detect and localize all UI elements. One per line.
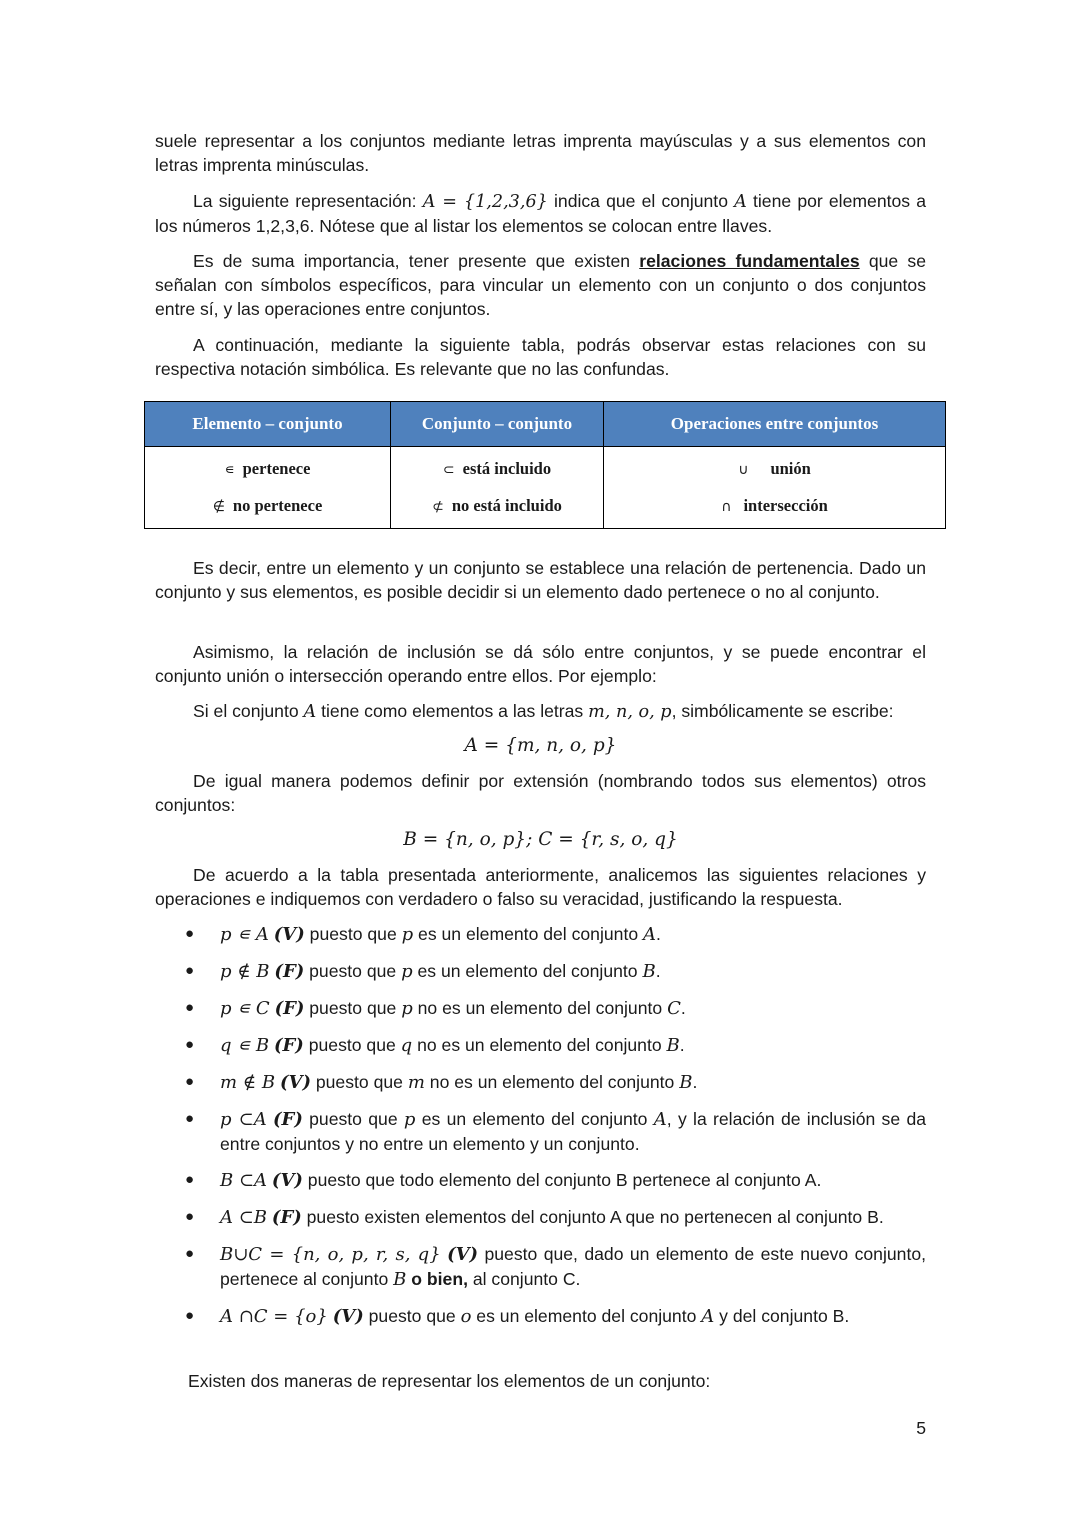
justification-end: . — [655, 961, 661, 981]
justification-text: puesto que — [304, 961, 402, 981]
paragraph-pertenencia: Es decir, entre un elemento y un conjunto se establece una relación de pertenencia. Dado un conjunto y sus elementos, es posible decidir si un elemento dado pertenece o no al conjunto. — [155, 558, 926, 602]
relations-list — [155, 922, 926, 1341]
set-symbol: B — [666, 1035, 680, 1056]
element-symbol: m — [407, 1072, 425, 1093]
bullet-icon: ● — [185, 962, 195, 979]
relations-table — [144, 401, 946, 529]
justification-end: . — [656, 924, 661, 944]
truth-value: (V) — [279, 1072, 311, 1093]
element-symbol: q — [400, 1035, 413, 1056]
justification-text: no es un elemento del conjunto — [412, 1035, 667, 1055]
element-symbol: p — [401, 961, 413, 982]
belongs-icon: ∊ — [224, 461, 235, 478]
header-elemento-conjunto: Elemento – conjunto — [145, 402, 391, 447]
table-header-row — [145, 402, 946, 447]
justification-end: . — [679, 1035, 685, 1055]
paragraph-inclusion: Asimismo, la relación de inclusión se dá sólo entre conjuntos, y se puede encontrar el conjunto unión o intersección operando entre ellos. Por ejemplo: — [155, 642, 926, 686]
truth-value: (F) — [274, 998, 305, 1019]
pertenece-line: ∊ pertenece — [224, 458, 311, 478]
set-symbol: A — [701, 1306, 715, 1327]
union-icon: ∪ — [738, 461, 749, 478]
justification-text: puesto que, dado un elemento de este nuevo conjunto, pertenece al conjunto — [220, 1244, 927, 1289]
relation-expression: p ∊ A — [220, 924, 269, 945]
justification-text: o bien, — [406, 1269, 468, 1289]
paragraph-representation: La siguiente representación: A = {1,2,3,6} indica que el conjunto A tiene por elementos a los números 1,2,3,6. Nótese que al listar los elementos se colocan entre llaves. — [155, 191, 927, 236]
justification-end: . — [692, 1072, 698, 1092]
paragraph-table-intro: A continuación, mediante la siguiente tabla, podrás observar estas relaciones con su respectiva notación simbólica. Es relevante que no las confundas. — [155, 335, 926, 379]
paragraph-intro: suele representar a los conjuntos mediante letras imprenta mayúsculas y a sus elementos con letras imprenta minúsculas. — [155, 131, 926, 175]
not-belongs-icon: ∉ — [212, 498, 225, 515]
justification-text: puesto que — [304, 924, 402, 944]
cell-conjunto-conjunto — [391, 447, 604, 529]
justification-text: puesto que — [363, 1306, 461, 1326]
list-item — [155, 1107, 926, 1156]
bullet-icon: ● — [185, 999, 195, 1016]
justification-end: y del conjunto B. — [714, 1306, 850, 1326]
element-symbol: p — [401, 924, 414, 945]
element-symbol: B — [393, 1269, 407, 1290]
table-row — [145, 447, 946, 529]
header-conjunto-conjunto: Conjunto – conjunto — [391, 402, 604, 447]
relation-expression: B ⊂A — [220, 1170, 268, 1191]
list-item — [155, 1070, 926, 1095]
paragraph-extension: De igual manera podemos definir por extensión (nombrando todos sus elementos) otros conjuntos: — [155, 771, 926, 815]
truth-value: (F) — [274, 961, 305, 982]
incluido-line: ⊂ está incluido — [442, 458, 552, 478]
cell-elemento-conjunto — [145, 447, 391, 529]
justification-text: no es un elemento del conjunto — [412, 998, 668, 1018]
justification-text: es un elemento del conjunto — [415, 1109, 654, 1129]
justification-text: puesto existen elementos del conjunto A que no pertenecen al conjunto B. — [301, 1207, 884, 1227]
justification-end: , y la relación de inclusión se da entre conjuntos y no entre un elemento y un conjunto. — [220, 1109, 927, 1154]
list-item — [155, 996, 926, 1021]
set-symbol: B — [679, 1072, 693, 1093]
truth-value: (V) — [447, 1244, 479, 1265]
justification-text: puesto que — [303, 1035, 401, 1055]
relation-expression: B∪C = {n, o, p, r, s, q} — [220, 1244, 441, 1265]
not-subset-icon: ⊄ — [432, 498, 444, 515]
bullet-icon: ● — [185, 925, 195, 942]
interseccion-line: ∩ intersección — [721, 495, 828, 515]
justification-end: . — [680, 998, 686, 1018]
bullet-icon: ● — [185, 1036, 195, 1053]
bullet-icon: ● — [185, 1208, 195, 1225]
paragraph-representation-ways: Existen dos maneras de representar los elementos de un conjunto: — [188, 1371, 711, 1391]
relation-expression: A ⊂B — [220, 1207, 268, 1228]
paragraph-analysis: De acuerdo a la tabla presentada anteriormente, analicemos las siguientes relaciones y operaciones e indiquemos con verdadero o falso su veracidad, justificando la respuesta. — [155, 865, 926, 909]
equation-sets-B-C: B = {n, o, p}; C = {r, s, o, q} — [403, 829, 678, 850]
truth-value: (V) — [273, 924, 305, 945]
paragraph-set-A: Si el conjunto A tiene como elementos a las letras m, n, o, p, simbólicamente se escribe: — [193, 701, 894, 722]
paragraph-relations: Es de suma importancia, tener presente que existen relaciones fundamentales que se señalan con símbolos específicos, para vincular un elemento con un conjunto o dos conjuntos entre sí, y las operaciones entre conjuntos. — [155, 251, 926, 319]
bullet-icon: ● — [185, 1245, 195, 1262]
header-operaciones: Operaciones entre conjuntos — [604, 402, 946, 447]
list-item — [155, 1033, 926, 1058]
subset-icon: ⊂ — [442, 461, 455, 478]
list-item — [155, 1205, 926, 1230]
relation-expression: A ∩C = {o} — [220, 1306, 328, 1327]
truth-value: (F) — [271, 1207, 302, 1228]
justification-end: al conjunto C. — [467, 1269, 581, 1289]
element-symbol: p — [403, 1109, 416, 1130]
relation-expression: q ∊ B — [220, 1035, 270, 1056]
bullet-icon: ● — [185, 1307, 195, 1324]
set-symbol: A — [653, 1109, 667, 1130]
list-item — [155, 1242, 926, 1292]
justification-text: puesto que — [304, 998, 402, 1018]
bullet-icon: ● — [185, 1110, 195, 1127]
bullet-icon: ● — [185, 1073, 195, 1090]
equation-set-A: A = {m, n, o, p} — [464, 735, 617, 756]
set-symbol: A — [643, 924, 657, 945]
truth-value: (V) — [332, 1306, 364, 1327]
set-symbol: B — [642, 961, 656, 982]
set-symbol: C — [667, 998, 681, 1019]
justification-text: es un elemento del conjunto — [471, 1306, 702, 1326]
justification-text: es un elemento del conjunto — [413, 924, 644, 944]
list-item — [155, 959, 926, 984]
element-symbol: p — [401, 998, 413, 1019]
page-number: 5 — [916, 1418, 926, 1438]
relation-expression: p ∉ B — [220, 961, 270, 982]
cell-operaciones — [604, 447, 946, 529]
no-pertenece-line: ∉ no pertenece — [212, 495, 323, 515]
relation-expression: m ∉ B — [220, 1072, 276, 1093]
relaciones-fundamentales: relaciones fundamentales — [639, 251, 860, 271]
justification-text: es un elemento del conjunto — [412, 961, 643, 981]
list-item — [155, 922, 926, 947]
list-item — [155, 1168, 926, 1193]
bullet-icon: ● — [185, 1171, 195, 1188]
truth-value: (F) — [274, 1035, 304, 1056]
no-incluido-line: ⊄ no está incluido — [432, 495, 562, 515]
justification-text: no es un elemento del conjunto — [424, 1072, 680, 1092]
relation-expression: p ∊ C — [220, 998, 270, 1019]
justification-text: puesto que — [310, 1072, 408, 1092]
justification-text: puesto que — [302, 1109, 404, 1129]
intersection-icon: ∩ — [721, 498, 732, 515]
element-symbol: o — [460, 1306, 472, 1327]
truth-value: (V) — [271, 1170, 303, 1191]
truth-value: (F) — [273, 1109, 303, 1130]
justification-text: puesto que todo elemento del conjunto B pertenece al conjunto A. — [302, 1170, 822, 1190]
relation-expression: p ⊂A — [220, 1109, 267, 1130]
list-item — [155, 1304, 926, 1329]
union-line: ∪ unión — [738, 458, 811, 478]
